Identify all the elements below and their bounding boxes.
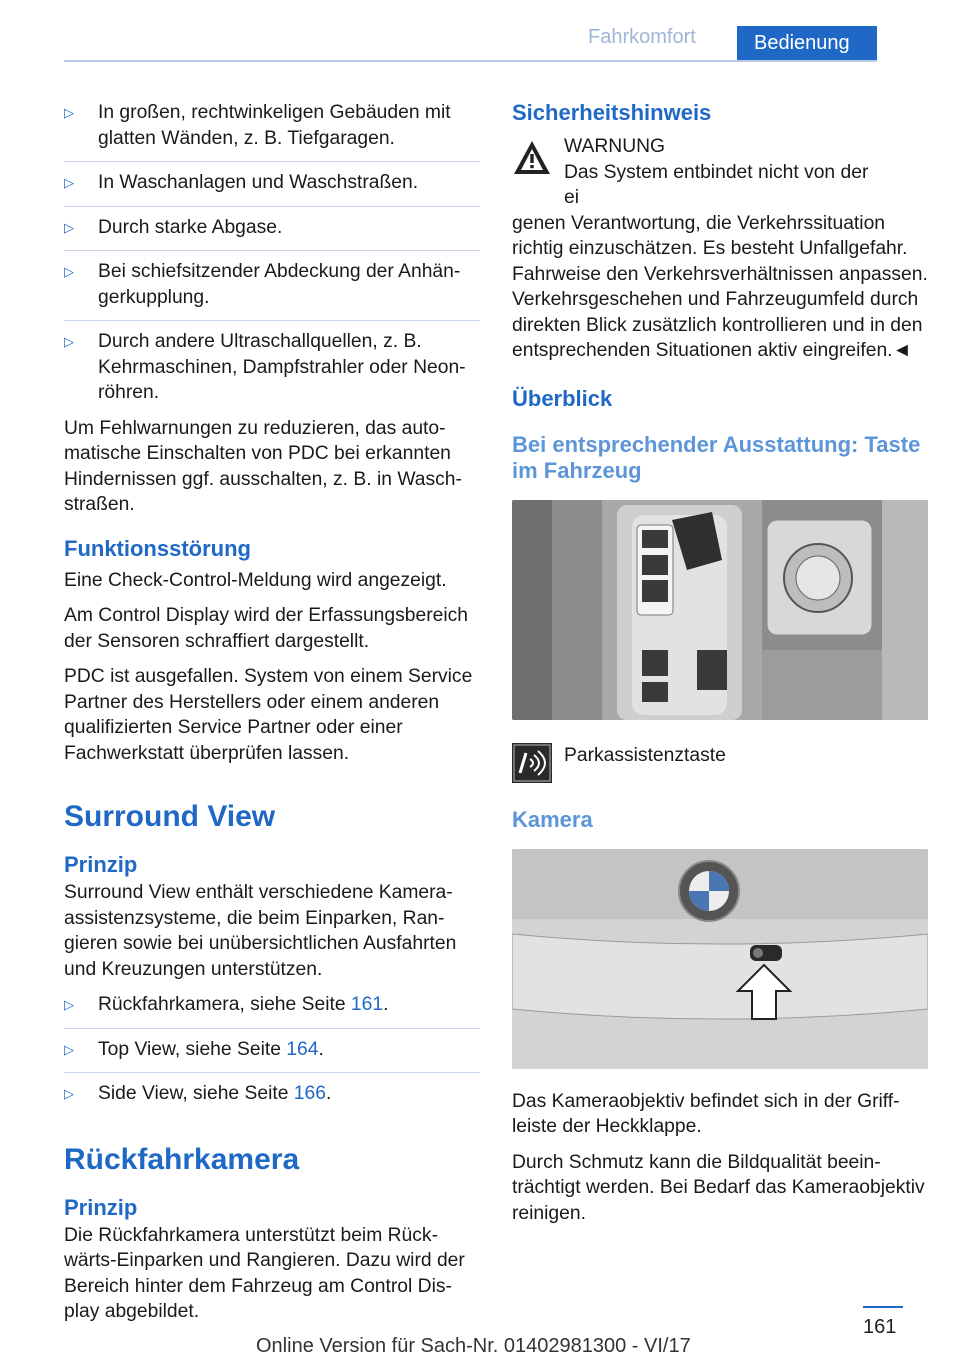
heading-prinzip: Prinzip <box>64 852 138 877</box>
warning-label: WARNUNG <box>564 136 666 157</box>
paragraph-kameraobjektiv: Das Kameraobjektiv befindet sich in der Griffleiste der Heckklappe. <box>512 1090 900 1137</box>
triangle-bullet-icon: ▷ <box>64 175 74 190</box>
list-item: ▷ Top View, siehe Seite 164. <box>64 1037 480 1063</box>
divider <box>64 161 480 162</box>
bullet-list-camera-systems <box>64 992 480 1107</box>
list-item: ▷ Rückfahrkamera, siehe Seite 161. <box>64 992 480 1018</box>
right-column <box>512 100 928 1236</box>
center-console-image <box>512 500 928 720</box>
left-column <box>64 100 480 1335</box>
paragraph-schmutz: Durch Schmutz kann die Bildqualität beeinträchtigt werden. Bei Bedarf das Kameraobjektiv reinigen. <box>512 1151 925 1224</box>
divider <box>64 320 480 321</box>
heading-prinzip: Prinzip <box>64 1194 138 1220</box>
park-assist-icon <box>512 743 552 783</box>
rear-camera-image <box>512 849 928 1069</box>
page-number: 161 <box>863 1316 897 1338</box>
list-item: ▷ Bei schiefsitzender Abdeckung der Anhängerkupplung. <box>64 259 480 310</box>
heading-kamera: Kamera <box>512 807 593 832</box>
divider <box>64 1072 480 1073</box>
page-header <box>0 0 960 62</box>
triangle-bullet-icon: ▷ <box>64 264 74 279</box>
divider <box>64 206 480 207</box>
page-link-166[interactable]: 166 <box>293 1083 326 1104</box>
heading-rueckfahrkamera: Rückfahrkamera <box>64 1142 300 1176</box>
heading-funktionsstoerung: Funktionsstörung <box>64 535 251 561</box>
paragraph-rueckfahrkamera: Die Rückfahrkamera unterstützt beim Rückwärts-Einparken und Rangieren. Dazu wird der Bereich hinter dem Fahrzeug am Control Display abgebildet. <box>64 1224 465 1322</box>
divider <box>64 250 480 251</box>
warning-text-first-line: Das System entbindet nicht von der ei <box>564 161 869 208</box>
heading-surround-view: Surround View <box>64 800 276 833</box>
paragraph-pdc-ausgefallen: PDC ist ausgefallen. System von einem Service Partner des Herstellers oder einem anderen qualifizierten Service Partner oder einer Fachwerkstatt überprüfen lassen. <box>64 666 473 764</box>
bullet-list-conditions <box>64 100 480 406</box>
paragraph-surround-view: Surround View enthält verschiedene Kameraassistenzsysteme, die beim Einparken, Rangieren sowie bei unübersichtlichen Ausfahrten und Kreuzungen unterstützen. <box>64 882 457 980</box>
list-item: ▷ Side View, siehe Seite 166. <box>64 1081 480 1107</box>
triangle-bullet-icon: ▷ <box>64 1041 74 1057</box>
triangle-bullet-icon: ▷ <box>64 105 74 120</box>
paragraph-control-display: Am Control Display wird der Erfassungsbereich der Sensoren schraffiert dargestellt. <box>64 605 468 652</box>
list-item: ▷ Durch andere Ultraschallquellen, z. B. Kehrmaschinen, Dampfstrahler oder Neonröhren. <box>64 329 480 406</box>
divider <box>64 1028 480 1029</box>
heading-ausstattung-taste: Bei entsprechender Ausstattung: Taste im Fahrzeug <box>512 431 921 483</box>
list-item: ▷ In Waschanlagen und Waschstraßen. <box>64 170 480 196</box>
header-tab-fahrkomfort[interactable]: Fahrkomfort <box>588 26 696 48</box>
page-link-164[interactable]: 164 <box>286 1038 319 1060</box>
header-tab-bedienung[interactable]: Bedienung <box>737 26 877 62</box>
footer-online-version: Online Version für Sach-Nr. 01402981300 - VI/17 <box>256 1335 691 1357</box>
park-assist-label: Parkassistenztaste <box>564 745 726 766</box>
warning-block <box>512 134 928 211</box>
park-assist-row <box>512 743 928 783</box>
list-item: ▷ In großen, rechtwinkeligen Gebäuden mit glatten Wänden, z. B. Tiefgaragen. <box>64 100 480 151</box>
list-item: ▷ Durch starke Abgase. <box>64 215 480 241</box>
triangle-bullet-icon: ▷ <box>64 219 74 235</box>
warning-text: genen Verantwortung, die Verkehrssituation richtig einzuschätzen. Es besteht Unfallgefahr. Fahrweise den Verkehrsverhältnissen anpassen. Verkehrsgeschehen und Fahrzeugumfeld durch direkten Blick zusätzlich kontrollieren und in den entsprechenden Situationen aktiv eingreifen.◄ <box>512 212 928 361</box>
header-divider <box>64 60 877 62</box>
triangle-bullet-icon: ▷ <box>64 997 74 1012</box>
paragraph-fehlwarnungen: Um Fehlwarnungen zu reduzieren, das automatische Einschalten von PDC bei erkannten Hindernissen ggf. ausschalten, z. B. in Waschstraßen. <box>64 417 462 515</box>
page-link-161[interactable]: 161 <box>350 994 384 1015</box>
warning-triangle-icon <box>512 138 552 178</box>
heading-ueberblick: Überblick <box>512 385 613 411</box>
paragraph-check-control: Eine Check-Control-Meldung wird angezeigt. <box>64 569 447 591</box>
triangle-bullet-icon: ▷ <box>64 1086 74 1101</box>
heading-sicherheitshinweis: Sicherheitshinweis <box>512 100 712 125</box>
footer-accent-line <box>863 1306 903 1308</box>
triangle-bullet-icon: ▷ <box>64 334 74 349</box>
